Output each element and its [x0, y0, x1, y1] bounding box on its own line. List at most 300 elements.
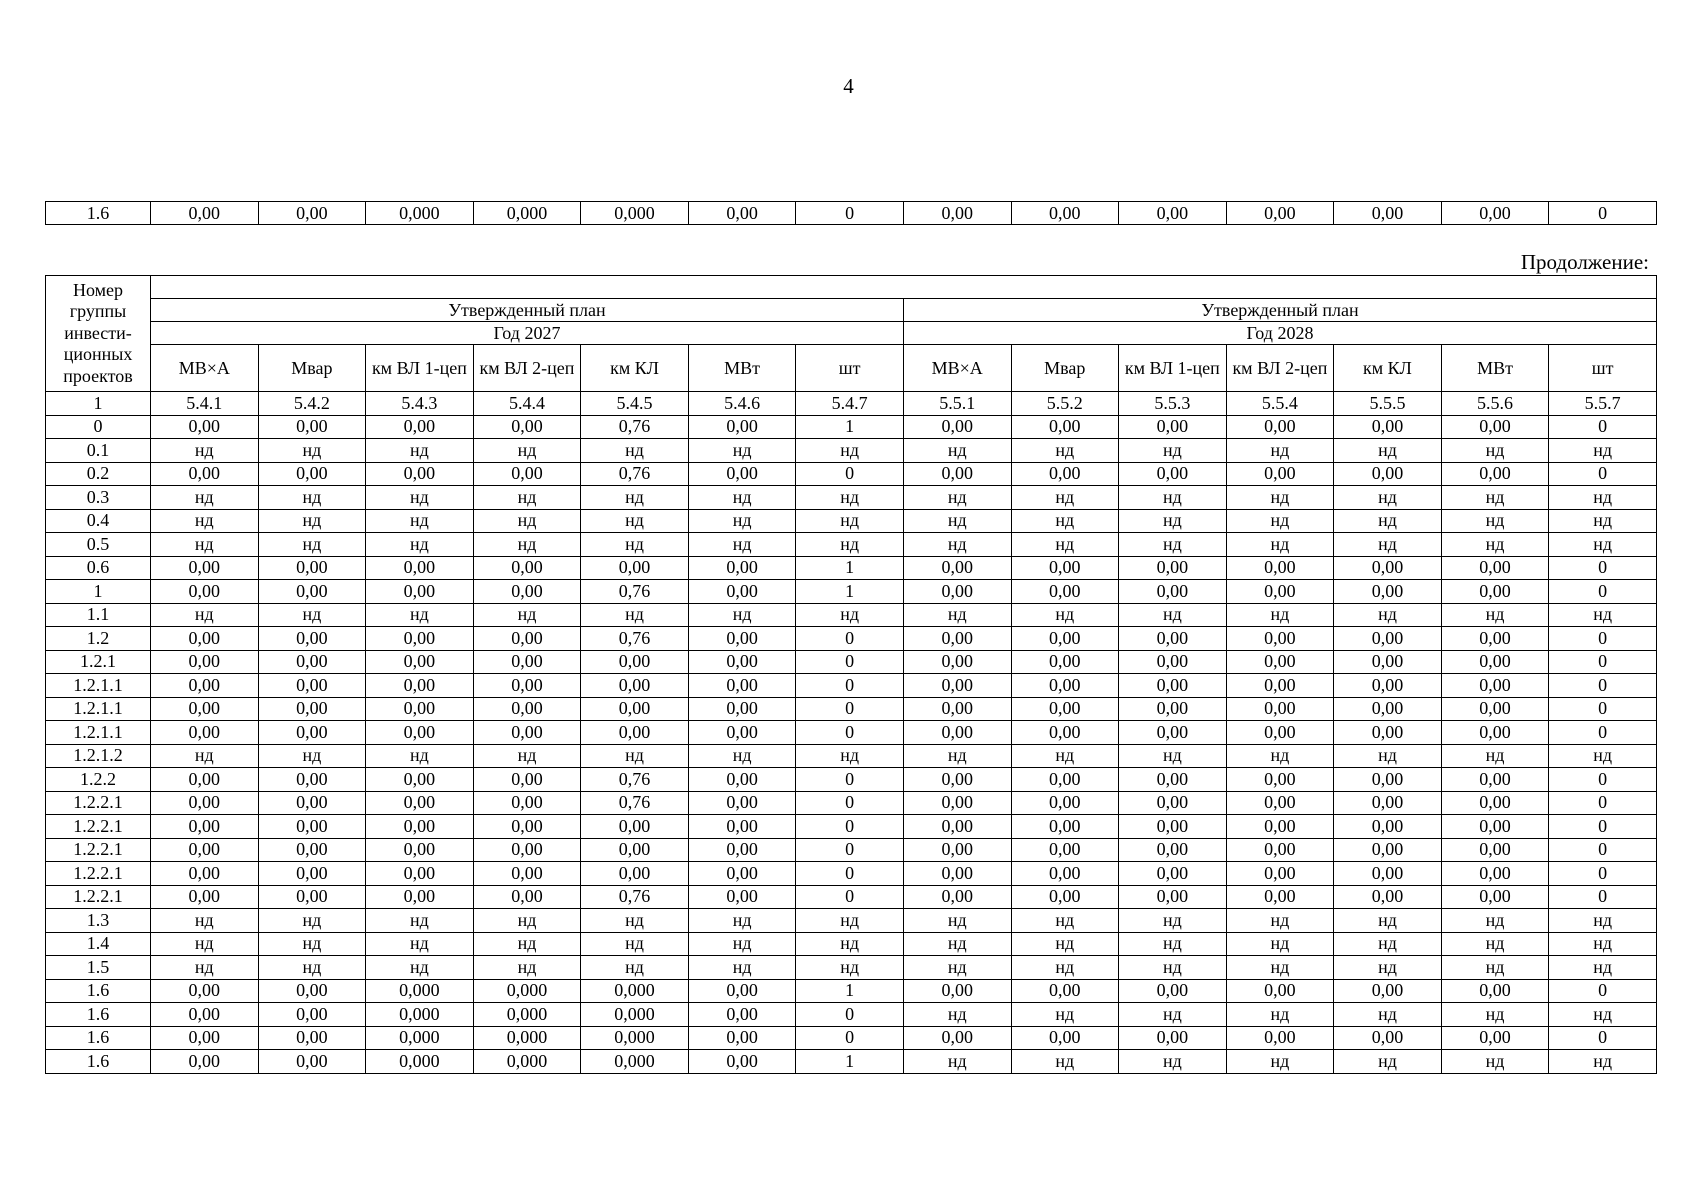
table-cell: 0,00 [1119, 674, 1227, 698]
table-cell: нд [1226, 932, 1334, 956]
table-cell: нд [1549, 744, 1657, 768]
row-label-cell: 1.2.1 [46, 650, 151, 674]
table-cell: 0,00 [151, 721, 259, 745]
table-cell: 0 [1549, 768, 1657, 792]
table-cell: 0,00 [1441, 556, 1549, 580]
table-row [46, 838, 1657, 862]
table-cell: 1 [796, 1050, 904, 1074]
table-cell: 0,00 [1441, 815, 1549, 839]
table-cell: нд [366, 439, 474, 463]
table-cell: нд [581, 509, 689, 533]
table-row [46, 932, 1657, 956]
row-label-cell: 1.6 [46, 1003, 151, 1027]
table-cell: 0,00 [1119, 415, 1227, 439]
table-cell: 0,00 [903, 838, 1011, 862]
row-label-cell: 1.6 [46, 1050, 151, 1074]
table-cell: 0,00 [1119, 885, 1227, 909]
table-cell: 0,000 [581, 1003, 689, 1027]
table-cell: 0,00 [1119, 462, 1227, 486]
table-cell: нд [1549, 486, 1657, 510]
table-cell: нд [688, 603, 796, 627]
table-cell: 0,00 [1226, 791, 1334, 815]
table-cell: нд [1549, 533, 1657, 557]
row-label-cell: 1.2.2.1 [46, 862, 151, 886]
table-cell: 0,00 [473, 768, 581, 792]
table-cell: нд [151, 932, 259, 956]
table-cell: 0 [796, 838, 904, 862]
table-row [46, 650, 1657, 674]
table-cell: 0,00 [581, 721, 689, 745]
table-cell: 0,00 [258, 815, 366, 839]
table-cell: 0,00 [151, 1050, 259, 1074]
table-cell: 0,00 [366, 768, 474, 792]
table-cell: 0,00 [903, 768, 1011, 792]
table-cell: 0,000 [366, 1003, 474, 1027]
table-row [46, 697, 1657, 721]
table-cell: нд [796, 909, 904, 933]
table-cell: 0,00 [1334, 1026, 1442, 1050]
table-cell: 0,00 [1119, 979, 1227, 1003]
year-label-2028: Год 2028 [903, 322, 1656, 345]
table-cell: 0,00 [688, 815, 796, 839]
table-cell: нд [1119, 744, 1227, 768]
row-label-cell: 1.2.1.1 [46, 697, 151, 721]
row-label-cell: 1.5 [46, 956, 151, 980]
table-cell: 0,00 [258, 674, 366, 698]
table-cell: нд [1334, 909, 1442, 933]
table-row [46, 1026, 1657, 1050]
table-cell: 0 [1549, 580, 1657, 604]
table-cell: 0,00 [688, 838, 796, 862]
table-cell: 0 [796, 885, 904, 909]
table-cell: 0,00 [903, 885, 1011, 909]
table-cell: 5.4.4 [473, 392, 581, 416]
table-cell: 0,00 [1334, 979, 1442, 1003]
unit-header-cell: МВ×А [903, 345, 1011, 392]
table-cell: нд [688, 956, 796, 980]
table-cell: 0,00 [1334, 697, 1442, 721]
table-cell: 0 [796, 721, 904, 745]
table-cell: нд [258, 932, 366, 956]
table-cell: 0,00 [688, 462, 796, 486]
table-cell: нд [1441, 603, 1549, 627]
table-cell: 0 [796, 1026, 904, 1050]
table-cell: 0,000 [366, 202, 474, 225]
row-label-cell: 0.4 [46, 509, 151, 533]
table-cell: 0,00 [1226, 627, 1334, 651]
table-cell: 0 [796, 202, 904, 225]
table-cell: 0,00 [151, 979, 259, 1003]
table-cell: нд [258, 439, 366, 463]
table-cell: 0,00 [1226, 979, 1334, 1003]
row-label-cell: 1.4 [46, 932, 151, 956]
table-cell: 0 [796, 791, 904, 815]
table-cell: нд [366, 603, 474, 627]
table-cell: нд [1119, 909, 1227, 933]
table-cell: 0,000 [366, 1026, 474, 1050]
table-cell: нд [1334, 1003, 1442, 1027]
table-cell: нд [581, 533, 689, 557]
table-cell: нд [1226, 603, 1334, 627]
table-cell: 0,00 [1226, 580, 1334, 604]
table-cell: нд [688, 533, 796, 557]
table-cell: 0,00 [903, 721, 1011, 745]
table-cell: нд [903, 744, 1011, 768]
table-cell: 0,000 [473, 979, 581, 1003]
table-cell: нд [1011, 486, 1119, 510]
table-cell: 0,00 [903, 580, 1011, 604]
row-label-cell: 1 [46, 580, 151, 604]
unit-header-cell: Мвар [1011, 345, 1119, 392]
table-cell: 0,00 [903, 415, 1011, 439]
table-cell: нд [151, 909, 259, 933]
table-cell: 0,00 [1441, 791, 1549, 815]
table-cell: 0,00 [1441, 768, 1549, 792]
table-row [46, 509, 1657, 533]
table-cell: 5.5.3 [1119, 392, 1227, 416]
table-cell: 5.4.2 [258, 392, 366, 416]
table-cell: нд [1119, 932, 1227, 956]
table-cell: нд [1226, 909, 1334, 933]
table-cell: нд [366, 909, 474, 933]
table-cell: 0,00 [258, 202, 366, 225]
table-cell: нд [1011, 956, 1119, 980]
table-cell: 0,00 [903, 650, 1011, 674]
table-cell: 0,00 [151, 556, 259, 580]
table-cell: 0,00 [1119, 650, 1227, 674]
table-cell: нд [796, 533, 904, 557]
table-cell: нд [688, 744, 796, 768]
table-cell: 0,00 [473, 721, 581, 745]
table-cell: 0,00 [1334, 815, 1442, 839]
table-cell: 0,00 [1226, 556, 1334, 580]
table-cell: нд [473, 509, 581, 533]
table-row [46, 862, 1657, 886]
table-cell: 0,00 [1226, 885, 1334, 909]
main-table [45, 275, 1657, 1074]
table-cell: 0,00 [1441, 885, 1549, 909]
table-cell: нд [1119, 439, 1227, 463]
table-row [46, 202, 1657, 225]
table-cell: 0,00 [1226, 462, 1334, 486]
row-header-label: Номер группы инвести-ционных проектов [46, 276, 151, 392]
table-cell: нд [688, 486, 796, 510]
table-cell: 0,00 [1334, 838, 1442, 862]
table-cell: 5.4.6 [688, 392, 796, 416]
table-cell: 0,00 [903, 697, 1011, 721]
table-cell: нд [796, 509, 904, 533]
table-cell: нд [903, 1003, 1011, 1027]
table-cell: нд [688, 509, 796, 533]
table-cell: 0,00 [1119, 791, 1227, 815]
table-cell: нд [1549, 932, 1657, 956]
table-cell: 0,00 [1011, 462, 1119, 486]
table-cell: нд [151, 956, 259, 980]
table-cell: 0 [1549, 650, 1657, 674]
table-cell: нд [473, 603, 581, 627]
table-row [46, 791, 1657, 815]
table-cell: нд [1549, 439, 1657, 463]
table-cell: нд [688, 932, 796, 956]
table-cell: 0,00 [473, 862, 581, 886]
table-row [46, 744, 1657, 768]
table-cell: нд [581, 486, 689, 510]
table-cell: 0,00 [1119, 627, 1227, 651]
table-cell: 0,00 [1441, 462, 1549, 486]
table-cell: 0 [1549, 862, 1657, 886]
table-cell: 0,76 [581, 415, 689, 439]
table-cell: 0,00 [1011, 815, 1119, 839]
table-cell: 0,00 [1119, 697, 1227, 721]
table-cell: нд [903, 1050, 1011, 1074]
table-cell: 0,000 [473, 1026, 581, 1050]
table-cell: 5.5.2 [1011, 392, 1119, 416]
table-cell: нд [473, 932, 581, 956]
table-cell: 0,00 [903, 979, 1011, 1003]
table-row [46, 979, 1657, 1003]
table-cell: нд [1226, 744, 1334, 768]
table-cell: 0,00 [151, 674, 259, 698]
table-cell: 0,00 [473, 556, 581, 580]
table-cell: нд [1334, 533, 1442, 557]
table-cell: 0,00 [258, 1026, 366, 1050]
table-cell: 5.4.1 [151, 392, 259, 416]
table-cell: нд [366, 533, 474, 557]
table-cell: 0,00 [688, 979, 796, 1003]
table-cell: нд [1119, 1003, 1227, 1027]
table-cell: нд [688, 439, 796, 463]
table-cell: 0,00 [688, 650, 796, 674]
table-cell: 0,76 [581, 768, 689, 792]
table-cell: 0 [1549, 979, 1657, 1003]
table-cell: нд [151, 509, 259, 533]
table-cell: 0,00 [1119, 580, 1227, 604]
year-header-row [46, 322, 1657, 345]
table-cell: нд [1011, 909, 1119, 933]
table-cell: нд [1334, 439, 1442, 463]
table-cell: 0,00 [903, 462, 1011, 486]
table-cell: 0,00 [473, 815, 581, 839]
table-cell: 0 [1549, 885, 1657, 909]
table-cell: нд [1011, 603, 1119, 627]
table-cell: 0,00 [1441, 979, 1549, 1003]
table-cell: 0,00 [1334, 627, 1442, 651]
table-cell: 0,00 [581, 838, 689, 862]
table-cell: 0,00 [258, 721, 366, 745]
table-cell: 0,00 [1334, 202, 1442, 225]
table-cell: нд [1011, 932, 1119, 956]
table-cell: нд [1226, 486, 1334, 510]
table-cell: нд [796, 956, 904, 980]
table-cell: 5.4.5 [581, 392, 689, 416]
table-cell: 0,76 [581, 791, 689, 815]
table-cell: 0,00 [258, 556, 366, 580]
table-cell: нд [1441, 1050, 1549, 1074]
table-cell: 0,00 [473, 650, 581, 674]
table-cell: 0,00 [258, 791, 366, 815]
table-cell: 0,00 [688, 1003, 796, 1027]
table-cell: 0,00 [903, 1026, 1011, 1050]
table-cell: 0 [1549, 462, 1657, 486]
table-cell: 0,00 [473, 674, 581, 698]
table-cell: 0,00 [688, 885, 796, 909]
table-cell: нд [903, 603, 1011, 627]
table-cell: нд [903, 533, 1011, 557]
table-cell: 0,76 [581, 580, 689, 604]
table-cell: нд [1441, 439, 1549, 463]
table-cell: нд [903, 439, 1011, 463]
table-cell: 0,00 [1226, 838, 1334, 862]
table-cell: 0,00 [1011, 674, 1119, 698]
table-cell: 0,00 [903, 202, 1011, 225]
table-cell: 0 [796, 674, 904, 698]
table-cell: 0 [1549, 627, 1657, 651]
table-cell: 0,00 [1226, 697, 1334, 721]
table-cell: 0,76 [581, 462, 689, 486]
table-cell: 0,00 [366, 627, 474, 651]
table-cell: 0,00 [151, 768, 259, 792]
table-cell: 0,00 [688, 556, 796, 580]
table-cell: нд [1011, 509, 1119, 533]
table-cell: 0,00 [151, 815, 259, 839]
table-cell: нд [1334, 932, 1442, 956]
table-row [46, 580, 1657, 604]
table-cell: 0,00 [903, 815, 1011, 839]
table-cell: нд [258, 909, 366, 933]
table-cell: нд [1441, 744, 1549, 768]
table-cell: 0,00 [366, 815, 474, 839]
table-cell: 0,00 [581, 674, 689, 698]
table-cell: нд [1549, 1003, 1657, 1027]
table-cell: нд [258, 486, 366, 510]
table-cell: 0,00 [903, 862, 1011, 886]
table-row [46, 1003, 1657, 1027]
table-cell: нд [1549, 956, 1657, 980]
table-cell: 0 [1549, 815, 1657, 839]
table-cell: 0 [1549, 556, 1657, 580]
table-cell: 0,00 [473, 791, 581, 815]
table-cell: 0,00 [1334, 674, 1442, 698]
table-row [46, 956, 1657, 980]
table-cell: 0,000 [581, 202, 689, 225]
table-cell: нд [366, 956, 474, 980]
table-cell: 0,00 [258, 462, 366, 486]
table-cell: 5.5.6 [1441, 392, 1549, 416]
row-label-cell: 1.6 [46, 202, 151, 225]
table-row [46, 768, 1657, 792]
table-cell: 0,00 [1441, 202, 1549, 225]
table-cell: нд [1549, 909, 1657, 933]
table-cell: 0 [1549, 838, 1657, 862]
table-cell: нд [1011, 533, 1119, 557]
unit-header-cell: МВт [1441, 345, 1549, 392]
table-cell: 0,00 [1334, 580, 1442, 604]
table-cell: 0,00 [688, 1050, 796, 1074]
table-cell: 0 [796, 627, 904, 651]
table-cell: 1 [796, 580, 904, 604]
table-cell: 0,00 [366, 862, 474, 886]
table-cell: 0,00 [581, 650, 689, 674]
table-cell: 0,00 [473, 838, 581, 862]
table-cell: нд [581, 909, 689, 933]
table-cell: нд [151, 486, 259, 510]
table-cell: нд [366, 744, 474, 768]
unit-header-cell: шт [1549, 345, 1657, 392]
table-cell: нд [151, 439, 259, 463]
table-cell: 0,00 [366, 674, 474, 698]
table-cell: 0,00 [366, 885, 474, 909]
table-cell: нд [473, 533, 581, 557]
table-cell: нд [1549, 603, 1657, 627]
table-cell: 0,00 [1011, 627, 1119, 651]
table-cell: 0,00 [1334, 415, 1442, 439]
table-cell: 5.5.1 [903, 392, 1011, 416]
table-cell: 0,00 [366, 580, 474, 604]
table-cell: нд [258, 509, 366, 533]
table-cell: 0,00 [1441, 1026, 1549, 1050]
table-cell: 0,000 [366, 979, 474, 1003]
table-cell: 0,00 [1226, 650, 1334, 674]
table-row [46, 556, 1657, 580]
table-row [46, 909, 1657, 933]
table-cell: 0,00 [473, 627, 581, 651]
table-cell: 0,00 [258, 580, 366, 604]
table-cell: 0,00 [258, 415, 366, 439]
table-cell: нд [1549, 1050, 1657, 1074]
table-cell: нд [1334, 956, 1442, 980]
table-cell: 0,00 [473, 462, 581, 486]
table-cell: 0,00 [1441, 862, 1549, 886]
table-cell: 0,00 [581, 697, 689, 721]
table-cell: 0,00 [151, 1026, 259, 1050]
table-cell: 0,00 [903, 674, 1011, 698]
table-cell: 0 [796, 815, 904, 839]
table-cell: 0,000 [581, 979, 689, 1003]
table-cell: 0,00 [688, 674, 796, 698]
table-cell: 0,00 [366, 650, 474, 674]
table-cell: нд [1226, 509, 1334, 533]
table-cell: 0,00 [258, 885, 366, 909]
table-cell: нд [1011, 744, 1119, 768]
table-cell: нд [1441, 486, 1549, 510]
table-cell: 5.4.3 [366, 392, 474, 416]
table-cell: нд [581, 603, 689, 627]
table-cell: 0 [796, 462, 904, 486]
unit-header-cell: МВт [688, 345, 796, 392]
table-cell: 0,000 [366, 1050, 474, 1074]
table-cell: 0,00 [1119, 556, 1227, 580]
continuation-label: Продолжение: [1520, 250, 1649, 274]
table-cell: 0,00 [151, 791, 259, 815]
table-cell: 0,00 [366, 556, 474, 580]
table-row [46, 603, 1657, 627]
table-cell: 0,00 [151, 202, 259, 225]
table-cell: нд [473, 744, 581, 768]
unit-header-cell: км ВЛ 2-цеп [473, 345, 581, 392]
table-cell: нд [1334, 744, 1442, 768]
table-cell: нд [1441, 956, 1549, 980]
table-cell: 0,00 [258, 650, 366, 674]
table-cell: 0,00 [903, 791, 1011, 815]
table-cell: нд [1441, 932, 1549, 956]
table-row [46, 439, 1657, 463]
table-cell: нд [1549, 509, 1657, 533]
table-cell: нд [366, 486, 474, 510]
row-label-cell: 1.2.1.1 [46, 721, 151, 745]
table-cell: 0 [796, 768, 904, 792]
table-cell: 0,00 [366, 838, 474, 862]
table-cell: 0,00 [258, 862, 366, 886]
